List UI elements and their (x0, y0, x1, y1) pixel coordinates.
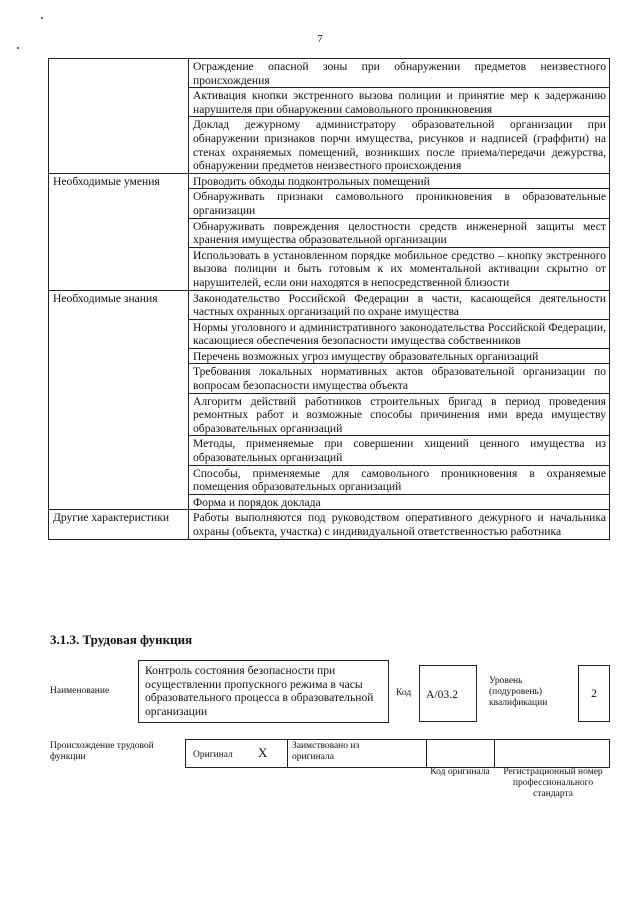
function-name-value: Контроль состояния безопасности при осуществлении пропускного режима в часы образовательного процесса в образовательной организации (145, 664, 374, 718)
category-cell: Необходимые умения (49, 173, 189, 290)
item-cell: Алгоритм действий работников строительных бригад в период проведения ремонтных работ и возможные способы причинения ими вреда имуществу образовательных организаций (189, 393, 610, 436)
table-row (49, 510, 610, 539)
code-caption: Код оригинала (430, 767, 490, 777)
item-cell: Доклад дежурному администратору образовательной организации при обнаружении признаков порчи имущества, рисунков и надписей (граффити) на стенах охраняемых помещений, возникших после приема/передачи дежурства, обнаружении предметов неизвестного происхождения (189, 117, 610, 173)
level-label: Уровень (подуровень) квалификации (489, 676, 548, 708)
original-label: Оригинал (193, 750, 233, 760)
item-cell: Законодательство Российской Федерации в части, касающейся деятельности частных охранных организаций по охране имущества (189, 290, 610, 319)
function-name-box (138, 660, 389, 723)
item-cell: Форма и порядок доклада (189, 494, 610, 510)
code-box (419, 665, 477, 722)
item-cell: Обнаруживать повреждения целостности средств инженерной защиты мест хранения имущества образовательной организации (189, 218, 610, 247)
item-cell: Обнаруживать признаки самовольного проникновения в образовательные организации (189, 189, 610, 218)
item-cell: Способы, применяемые для самовольного проникновения в охраняемые помещения образовательных организаций (189, 465, 610, 494)
origin-label: Происхождение трудовой функции (50, 741, 154, 762)
origin-table (185, 739, 610, 768)
item-cell: Требования локальных нормативных актов образовательной организации по вопросам безопасности имущества объекта (189, 364, 610, 393)
category-cell: Другие характеристики (49, 510, 189, 539)
item-cell: Нормы уголовного и административного законодательства Российской Федерации, касающиеся обеспечения безопасности имущества собственников (189, 319, 610, 348)
item-cell: Активация кнопки экстренного вызова полиции и принятие мер к задержанию нарушителя при обнаружении самовольного проникновения (189, 88, 610, 117)
item-cell: Методы, применяемые при совершении хищений ценного имущества из образовательных организаций (189, 436, 610, 465)
item-cell: Перечень возможных угроз имуществу образовательных организаций (189, 348, 610, 364)
level-box (578, 665, 610, 722)
scan-dot (17, 47, 19, 49)
original-mark: X (258, 745, 268, 760)
table-row (49, 59, 610, 88)
reg-caption: Регистрационный номер профессионального стандарта (503, 767, 603, 799)
table-row (49, 290, 610, 319)
scan-dot (41, 17, 43, 19)
borrowed-label: Заимствовано из оригинала (292, 741, 360, 762)
level-value: 2 (591, 687, 597, 700)
page-number: 7 (317, 33, 323, 45)
table-row (49, 173, 610, 189)
skills-table (48, 58, 610, 540)
code-value: А/03.2 (426, 688, 458, 701)
item-cell: Работы выполняются под руководством оперативного дежурного и начальника охраны (объекта, участка) с индивидуальной ответственностью работника (189, 510, 610, 539)
category-cell (49, 59, 189, 174)
item-cell: Использовать в установленном порядке мобильное средство – кнопку экстренного вызова полиции и быть готовым к их моментальной активации скрытно от нарушителей, если они находятся в непосредственной близости (189, 247, 610, 290)
code-label: Код (396, 688, 412, 698)
item-cell: Ограждение опасной зоны при обнаружении предметов неизвестного происхождения (189, 59, 610, 88)
name-label: Наименование (50, 686, 110, 696)
section-title: 3.1.3. Трудовая функция (50, 632, 193, 647)
category-cell: Необходимые знания (49, 290, 189, 510)
item-cell: Проводить обходы подконтрольных помещений (189, 173, 610, 189)
